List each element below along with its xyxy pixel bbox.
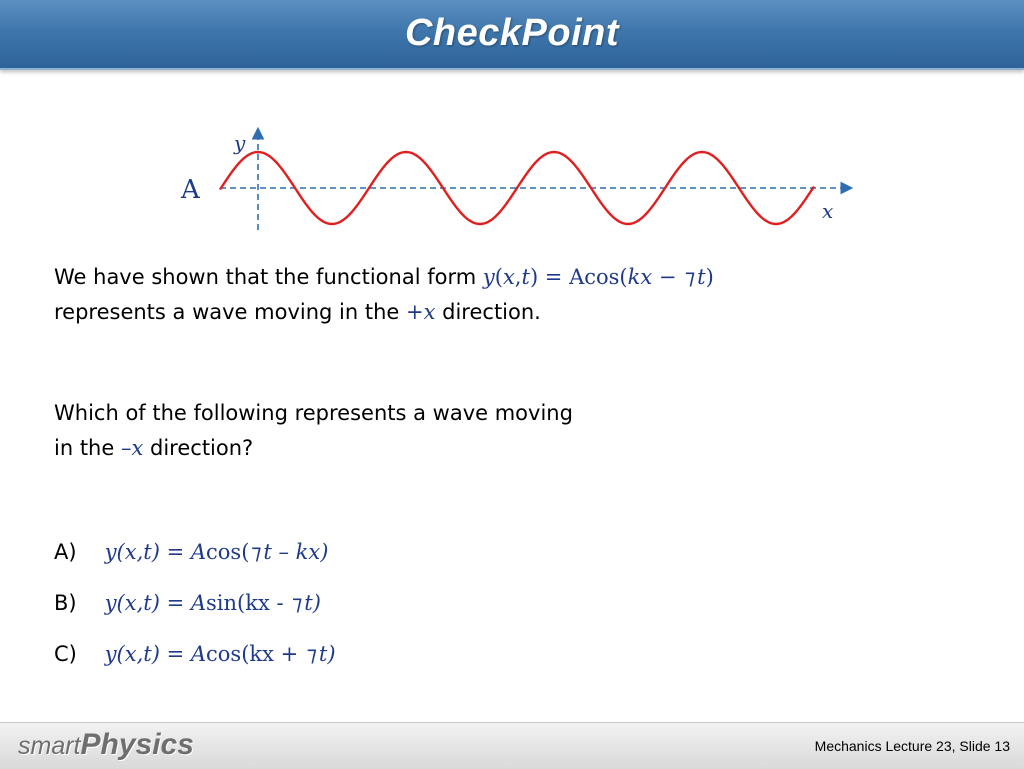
amplitude-label: A	[181, 175, 200, 205]
y-axis-label: y	[234, 131, 246, 155]
wave-diagram	[170, 120, 870, 240]
title-bar	[0, 0, 1024, 70]
minus-x-direction: –x	[120, 436, 144, 460]
omega-symbol: ⁊	[684, 265, 696, 289]
footer-bar	[0, 722, 1024, 769]
x-axis-label: x	[822, 199, 834, 223]
omega-symbol: ⁊	[292, 591, 303, 615]
smartphysics-logo: smartPhysics	[18, 728, 194, 761]
plus-x-direction: +x	[406, 300, 436, 324]
option-c-letter: C)	[54, 642, 77, 666]
option-b-equation: y(x,t) = Asin(kx - ⁊t)	[105, 591, 321, 615]
option-b-letter: B)	[54, 591, 77, 615]
option-b[interactable]	[54, 586, 321, 620]
question-paragraph	[54, 396, 573, 466]
option-c[interactable]	[54, 637, 336, 671]
intro-paragraph	[54, 260, 714, 330]
omega-symbol: ⁊	[306, 642, 318, 666]
option-a-letter: A)	[54, 540, 77, 564]
option-a-equation: y(x,t) = Acos(⁊t – kx)	[105, 540, 329, 564]
intro-line-2: represents a wave moving in the +x direction.	[54, 300, 541, 324]
question-line-2: in the –x direction?	[54, 436, 254, 460]
slide-title: CheckPoint	[404, 12, 620, 54]
intro-line-1: We have shown that the functional form y(x,t) = Acos(kx − ⁊t)	[54, 260, 714, 295]
option-c-equation: y(x,t) = Acos(kx + ⁊t)	[105, 642, 336, 666]
option-a[interactable]	[54, 535, 328, 569]
question-line-1: Which of the following represents a wave moving	[54, 401, 573, 425]
intro-equation: y(x,t) = Acos(kx − ⁊t)	[483, 265, 714, 289]
slide-info: Mechanics Lecture 23, Slide 13	[814, 738, 1010, 754]
omega-symbol: ⁊	[251, 540, 262, 564]
